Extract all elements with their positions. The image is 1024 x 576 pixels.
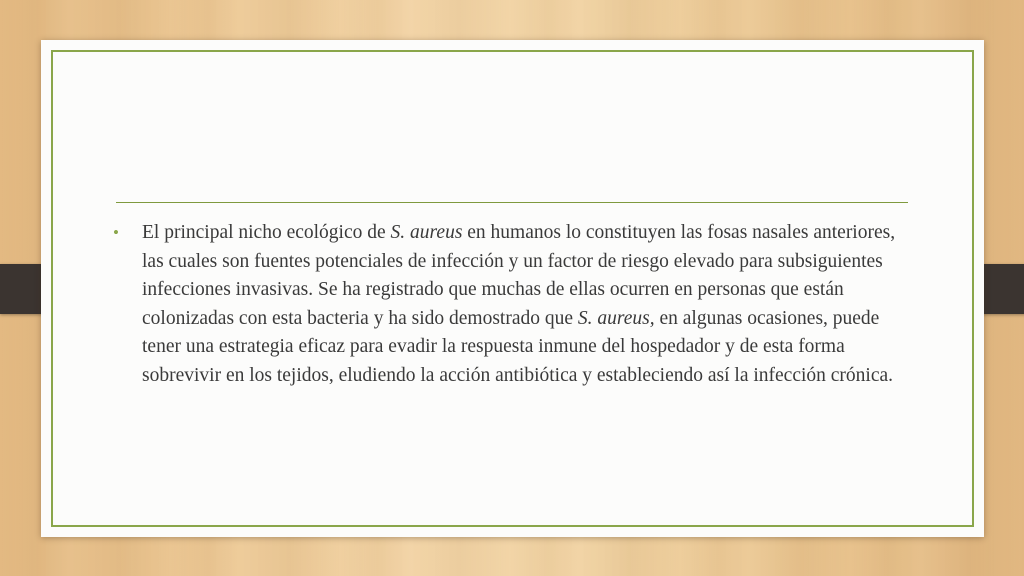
bullet-paragraph: [113, 219, 913, 390]
paragraph-text: [142, 222, 895, 386]
species-name-italic: S. aureus: [390, 222, 463, 243]
slide-body: [113, 219, 913, 390]
title-divider-line: [116, 202, 908, 203]
bullet-icon: •: [113, 223, 119, 242]
species-name-italic: S. aureus,: [577, 307, 655, 329]
paragraph-run: en humanos lo constituyen las fosas nasales anteriores, las cuales son fuentes potenciales de infección y un factor de riesgo elevado para subsiguientes infecciones invasivas. Se ha registrado que muchas de ellas ocurren en personas que están colonizadas con esta bacteria y ha sido demostrado que: [142, 222, 896, 329]
paragraph-run: en algunas ocasiones, puede tener una estrategia eficaz para evadir la respuesta inmune del hospedador y de esta forma sobrevivir en los tejidos, eludiendo la acción antibiótica y estableciendo así la infección crónica.: [142, 307, 894, 386]
paragraph-run: El principal nicho ecológico de: [142, 222, 391, 243]
